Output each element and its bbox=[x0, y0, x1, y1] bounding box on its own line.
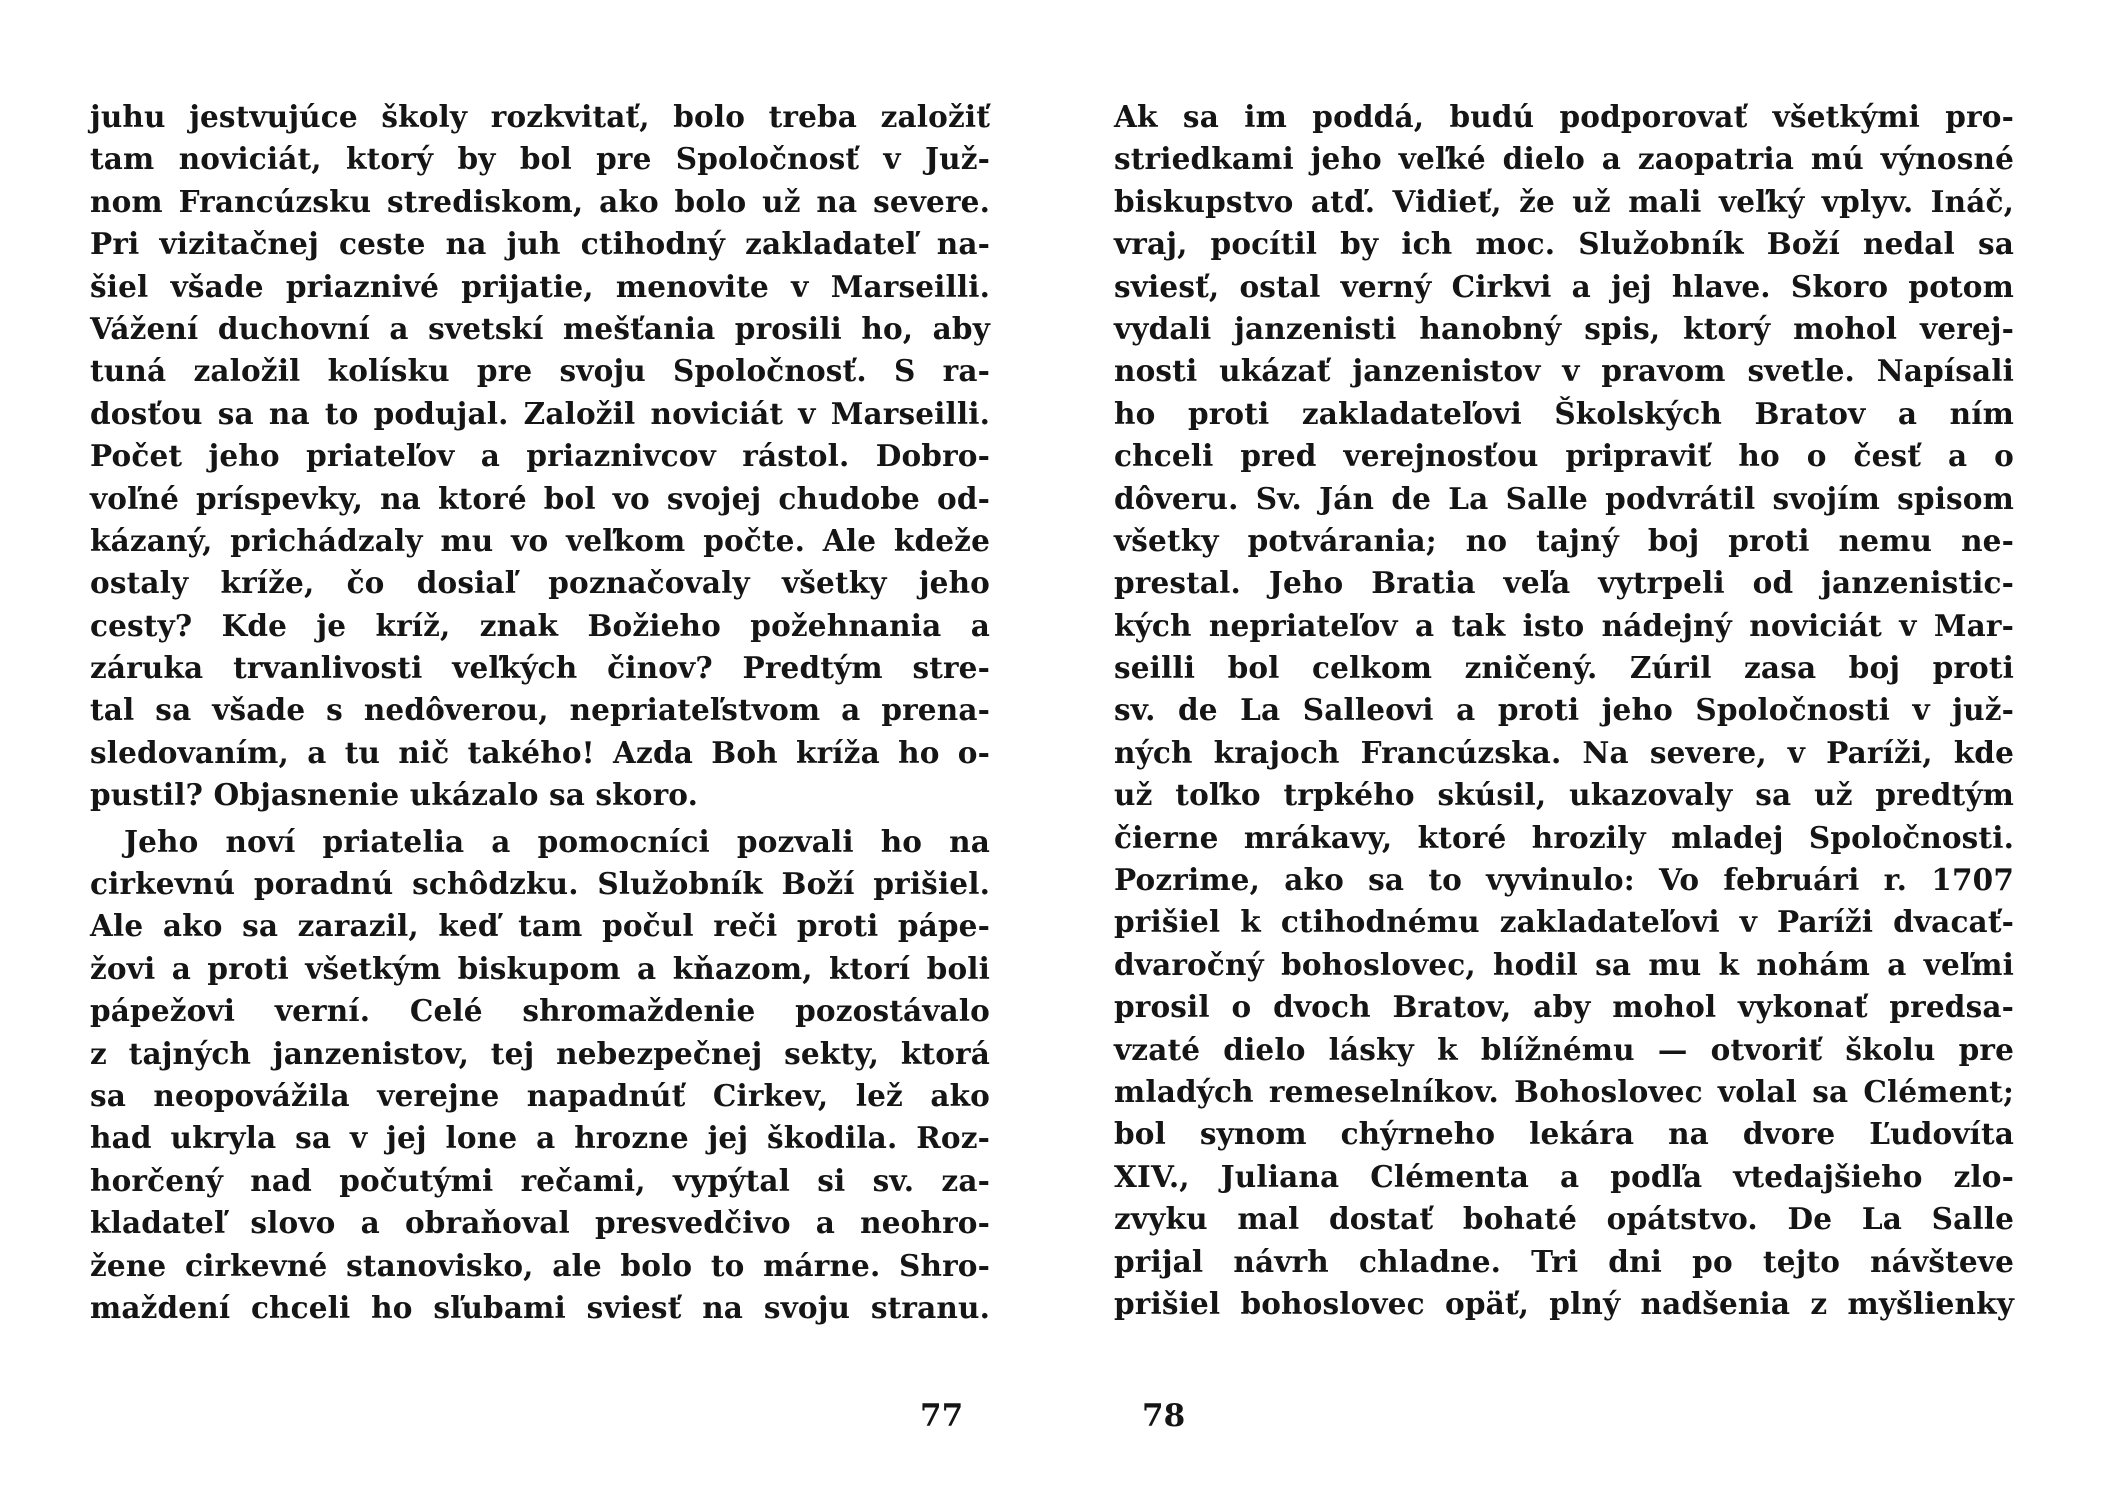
text-line: had ukryla sa v jej lone a hrozne jej škodila. Roz- bbox=[90, 1120, 990, 1156]
text-line: vzaté dielo lásky k blížnému — otvoriť školu pre bbox=[1114, 1031, 2014, 1067]
text-line: dvaročný bohoslovec, hodil sa mu k nohám a veľmi bbox=[1114, 946, 2014, 982]
text-line: sviesť, ostal verný Cirkvi a jej hlave. Skoro potom bbox=[1114, 268, 2014, 304]
text-line: maždení chceli ho sľubami sviesť na svoju stranu. bbox=[90, 1289, 990, 1325]
text-line: chceli pred verejnosťou pripraviť ho o česť a o bbox=[1114, 438, 2014, 474]
text-line: bol synom chýrneho lekára na dvore Ľudovíta bbox=[1114, 1116, 2014, 1152]
text-line: prišiel k ctihodnému zakladateľovi v Paríži dvacať- bbox=[1114, 904, 2014, 940]
text-line: mladých remeselníkov. Bohoslovec volal sa Clément; bbox=[1114, 1073, 2014, 1109]
page-number: 77 bbox=[920, 1398, 964, 1434]
text-line: pápežovi verní. Celé shromaždenie pozostávalo bbox=[90, 993, 990, 1029]
text-line: Jeho noví priatelia a pomocníci pozvali ho na bbox=[124, 823, 990, 859]
text-line: dôveru. Sv. Ján de La Salle podvrátil svojím spisom bbox=[1114, 480, 2014, 516]
text-line: už toľko trpkého skúsil, ukazovaly sa už predtým bbox=[1114, 777, 2014, 813]
text-line: kladateľ slovo a obraňoval presvedčivo a neohro- bbox=[90, 1205, 990, 1241]
text-line: cesty? Kde je kríž, znak Božieho požehnania a bbox=[90, 607, 990, 643]
text-line: biskupstvo atď. Vidieť, že už mali veľký vplyv. Ináč, bbox=[1114, 183, 2014, 219]
text-line: ných krajoch Francúzska. Na severe, v Paríži, kde bbox=[1114, 734, 2014, 770]
text-line: zvyku mal dostať bohaté opátstvo. De La Salle bbox=[1114, 1201, 2014, 1237]
text-line: záruka trvanlivosti veľkých činov? Predtým stre- bbox=[90, 650, 990, 686]
text-line: tam noviciát, ktorý by bol pre Spoločnosť v Juž- bbox=[90, 141, 990, 177]
text-line: vraj, pocítil by ich moc. Služobník Boží nedal sa bbox=[1114, 226, 2014, 262]
text-line: prijal návrh chladne. Tri dni po tejto návšteve bbox=[1114, 1243, 2014, 1279]
text-line: Pri vizitačnej ceste na juh ctihodný zakladateľ na- bbox=[90, 226, 990, 262]
text-line: Pozrime, ako sa to vyvinulo: Vo februári r. 1707 bbox=[1114, 862, 2014, 898]
text-line: horčený nad počutými rečami, vypýtal si sv. za- bbox=[90, 1162, 990, 1198]
text-line: sa neopovážila verejne napadnúť Cirkev, lež ako bbox=[90, 1077, 990, 1113]
text-line: žene cirkevné stanovisko, ale bolo to márne. Shro- bbox=[90, 1247, 990, 1283]
text-line: vydali janzenisti hanobný spis, ktorý mohol verej- bbox=[1114, 310, 2014, 346]
text-line: kých nepriateľov a tak isto nádejný noviciát v Mar- bbox=[1114, 607, 2014, 643]
text-line: Počet jeho priateľov a priaznivcov rástol. Dobro- bbox=[90, 438, 990, 474]
text-line: XIV., Juliana Clémenta a podľa vtedajšieho zlo- bbox=[1114, 1158, 2014, 1194]
left-page-text bbox=[90, 96, 990, 1329]
text-line: sv. de La Salleovi a proti jeho Spoločnosti v juž- bbox=[1114, 692, 2014, 728]
page-number: 78 bbox=[1142, 1398, 1186, 1434]
text-line: nosti ukázať janzenistov v pravom svetle. Napísali bbox=[1114, 353, 2014, 389]
text-line: tuná založil kolísku pre svoju Spoločnosť. S ra- bbox=[90, 353, 990, 389]
text-line: čierne mrákavy, ktoré hrozily mladej Spoločnosti. bbox=[1114, 819, 2014, 855]
text-line: striedkami jeho veľké dielo a zaopatria mú výnosné bbox=[1114, 141, 2014, 177]
text-line: sledovaním, a tu nič takého! Azda Boh kríža ho o- bbox=[90, 734, 990, 770]
text-line: seilli bol celkom zničený. Zúril zasa boj proti bbox=[1114, 650, 2014, 686]
text-line: ostaly kríže, čo dosiaľ poznačovaly všetky jeho bbox=[90, 565, 990, 601]
text-line: juhu jestvujúce školy rozkvitať, bolo treba založiť bbox=[90, 99, 990, 134]
text-line: ho proti zakladateľovi Školských Bratov a ním bbox=[1114, 395, 2014, 431]
text-line: všetky potvárania; no tajný boj proti nemu ne- bbox=[1114, 522, 2014, 558]
text-line: kázaný, prichádzaly mu vo veľkom počte. Ale kdeže bbox=[90, 522, 990, 558]
right-page bbox=[1054, 0, 2108, 1500]
text-line: pustil? Objasnenie ukázalo sa skoro. bbox=[90, 777, 699, 813]
text-line: šiel všade priaznivé prijatie, menovite v Marseilli. bbox=[90, 268, 990, 304]
text-line: Vážení duchovní a svetskí mešťania prosili ho, aby bbox=[90, 310, 990, 346]
text-line: tal sa všade s nedôverou, nepriateľstvom a prena- bbox=[90, 692, 990, 728]
text-line: Ale ako sa zarazil, keď tam počul reči proti pápe- bbox=[90, 908, 990, 944]
text-line: dosťou sa na to podujal. Založil noviciát v Marseilli. bbox=[90, 395, 990, 431]
text-line: prestal. Jeho Bratia veľa vytrpeli od janzenistic- bbox=[1114, 565, 2014, 601]
text-line: nom Francúzsku strediskom, ako bolo už na severe. bbox=[90, 183, 990, 219]
text-line: Ak sa im poddá, budú podporovať všetkými pro- bbox=[1114, 99, 2014, 134]
text-line: z tajných janzenistov, tej nebezpečnej sekty, ktorá bbox=[90, 1035, 990, 1071]
text-line: cirkevnú poradnú schôdzku. Služobník Boží prišiel. bbox=[90, 866, 990, 902]
text-line: voľné príspevky, na ktoré bol vo svojej chudobe od- bbox=[90, 480, 990, 516]
text-line: žovi a proti všetkým biskupom a kňazom, ktorí boli bbox=[90, 950, 990, 986]
text-line: prosil o dvoch Bratov, aby mohol vykonať predsa- bbox=[1114, 989, 2014, 1025]
text-line: prišiel bohoslovec opäť, plný nadšenia z myšlienky bbox=[1114, 1285, 2014, 1321]
right-page-text bbox=[1114, 96, 2014, 1325]
